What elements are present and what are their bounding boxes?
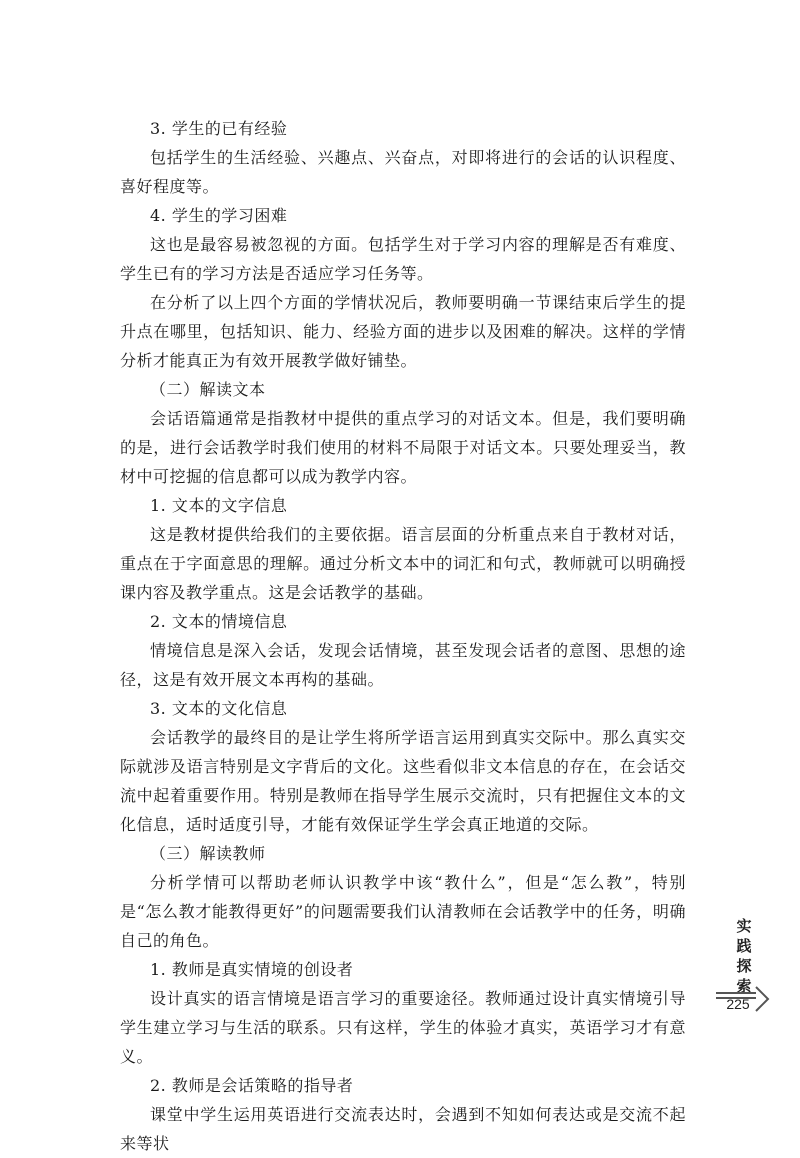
section-heading: 3. 文本的文化信息	[150, 699, 288, 718]
body-text	[120, 114, 686, 1158]
side-tab-char: 探	[736, 957, 752, 975]
section-heading: （三）解读教师	[150, 844, 266, 863]
section-heading: 2. 教师是会话策略的指导者	[150, 1076, 354, 1095]
paragraph: 这是教材提供给我们的主要依据。语言层面的分析重点来自于教材对话，重点在于字面意思的理解。通过分析文本中的词汇和句式，教师就可以明确授课内容及教学重点。这是会话教学的基础。	[120, 525, 686, 602]
paragraph: 设计真实的语言情境是语言学习的重要途径。教师通过设计真实情境引导学生建立学习与生活的联系。只有这样，学生的体验才真实，英语学习才有意义。	[120, 989, 686, 1066]
side-tab-char: 践	[736, 937, 752, 955]
paragraph: 在分析了以上四个方面的学情状况后，教师要明确一节课结束后学生的提升点在哪里，包括知识、能力、经验方面的进步以及困难的解决。这样的学情分析才能真正为有效开展教学做好铺垫。	[120, 293, 686, 370]
section-heading: （二）解读文本	[150, 380, 266, 399]
paragraph: 这也是最容易被忽视的方面。包括学生对于学习内容的理解是否有难度、学生已有的学习方法是否适应学习任务等。	[120, 235, 686, 283]
section-side-tab	[732, 916, 756, 996]
side-tab-char: 索	[736, 977, 752, 995]
paragraph: 会话语篇通常是指教材中提供的重点学习的对话文本。但是，我们要明确的是，进行会话教学时我们使用的材料不局限于对话文本。只要处理妥当，教材中可挖掘的信息都可以成为教学内容。	[120, 409, 686, 486]
section-heading: 4. 学生的学习困难	[150, 206, 288, 225]
paragraph: 会话教学的最终目的是让学生将所学语言运用到真实交际中。那么真实交际就涉及语言特别是文字背后的文化。这些看似非文本信息的存在，在会话交流中起着重要作用。特别是教师在指导学生展示交流时，只有把握住文本的文化信息，适时适度引导，才能有效保证学生学会真正地道的交际。	[120, 728, 686, 834]
paragraph: 课堂中学生运用英语进行交流表达时，会遇到不知如何表达或是交流不起来等状	[120, 1105, 686, 1153]
page-number: 225	[726, 996, 750, 1012]
section-heading: 2. 文本的情境信息	[150, 612, 288, 631]
section-heading: 1. 文本的文字信息	[150, 496, 288, 515]
paragraph: 情境信息是深入会话，发现会话情境，甚至发现会话者的意图、思想的途径，这是有效开展文本再构的基础。	[120, 641, 686, 689]
side-tab-char: 实	[736, 917, 752, 935]
section-heading: 3. 学生的已有经验	[150, 119, 288, 138]
section-heading: 1. 教师是真实情境的创设者	[150, 960, 354, 979]
paragraph: 包括学生的生活经验、兴趣点、兴奋点，对即将进行的会话的认识程度、喜好程度等。	[120, 148, 686, 196]
paragraph: 分析学情可以帮助老师认识教学中该“教什么”，但是“怎么教”，特别是“怎么教才能教得更好”的问题需要我们认清教师在会话教学中的任务，明确自己的角色。	[120, 873, 686, 950]
